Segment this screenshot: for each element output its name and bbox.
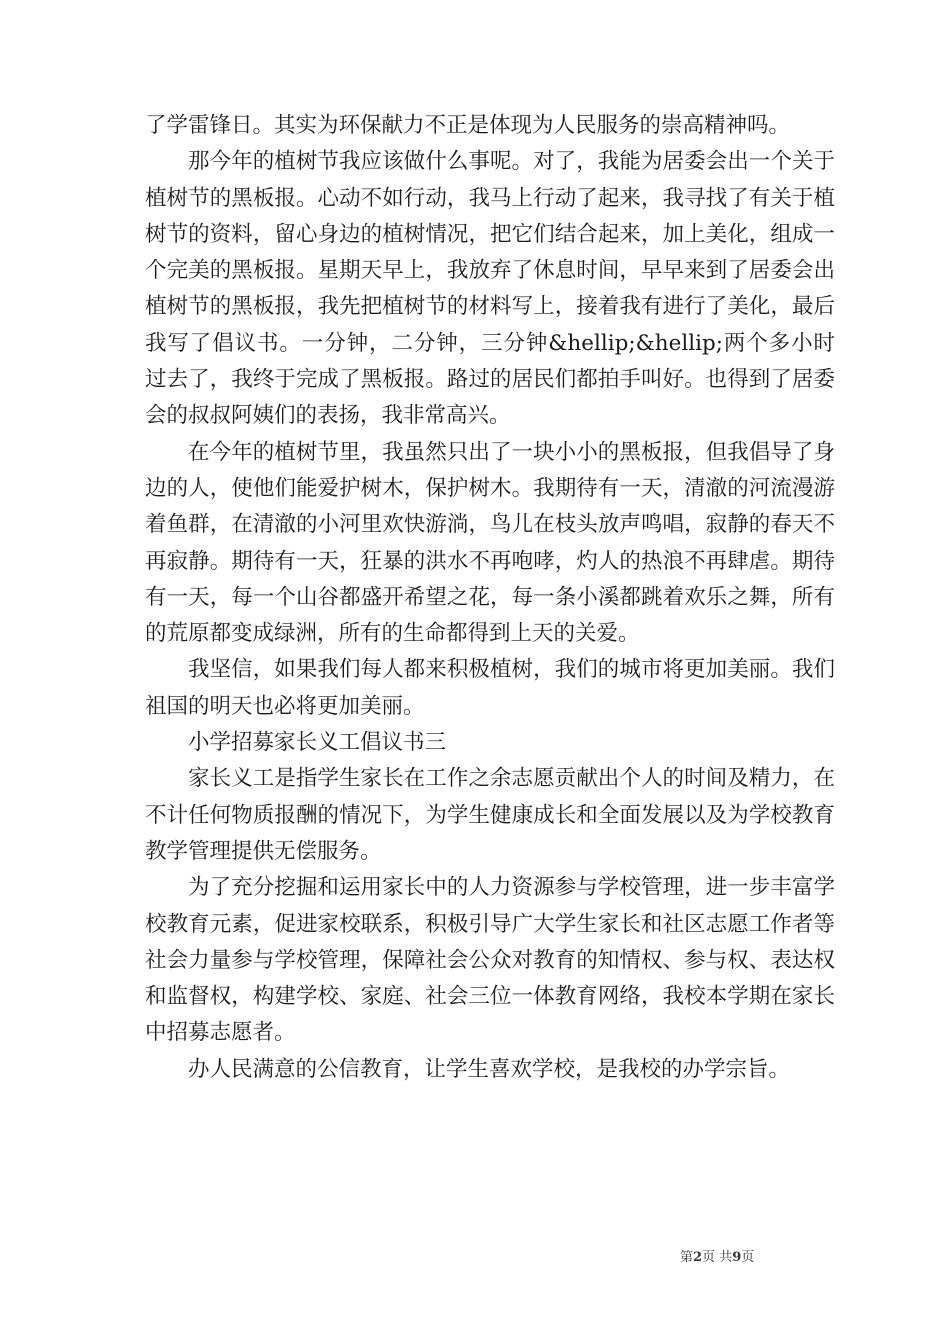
paragraph-8: 办人民满意的公信教育，让学生喜欢学校，是我校的办学宗旨。	[188, 1056, 791, 1082]
footer-prefix: 第	[680, 1250, 694, 1265]
paragraph-4: 我坚信，如果我们每人都来积极植树，我们的城市将更加美丽。我们祖国的明天也必将更加美丽。	[145, 657, 835, 719]
footer-suffix: 页	[741, 1250, 755, 1265]
paragraph-7: 为了充分挖掘和运用家长中的人力资源参与学校管理，进一步丰富学校教育元素，促进家校联系，积极引导广大学生家长和社区志愿工作者等社会力量参与学校管理，保障社会公众对教育的知情权、参与权、表达权和监督权，构建学校、家庭、社会三位一体教育网络，我校本学期在家长中招募志愿者。	[145, 875, 835, 1046]
paragraph-6: 家长义工是指学生家长在工作之余志愿贡献出个人的时间及精力，在不计任何物质报酬的情况下，为学生健康成长和全面发展以及为学校教育教学管理提供无偿服务。	[145, 766, 835, 864]
paragraph-3: 在今年的植树节里，我虽然只出了一块小小的黑板报，但我倡导了身边的人，使他们能爱护树木，保护树木。我期待有一天，清澈的河流漫游着鱼群，在清澈的小河里欢快游淌，鸟儿在枝头放声鸣唱，寂静的春天不再寂静。期待有一天，狂暴的洪水不再咆哮，灼人的热浪不再肆虐。期待有一天，每一个山谷都盛开希望之花，每一条小溪都跳着欢乐之舞，所有的荒原都变成绿洲，所有的生命都得到上天的关爱。	[145, 439, 835, 647]
paragraph-1: 了学雷锋日。其实为环保献力不正是体现为人民服务的崇高精神吗。	[145, 113, 791, 138]
paragraph-2: 那今年的植树节我应该做什么事呢。对了，我能为居委会出一个关于植树节的黑板报。心动不如行动，我马上行动了起来，我寻找了有关于植树节的资料，留心身边的植树情况，把它们结合起来，加上美化，组成一个完美的黑板报。星期天早上，我放弃了休息时间，早早来到了居委会出植树节的黑板报，我先把植树节的材料写上，接着我有进行了美化，最后我写了倡议书。一分钟，二分钟，三分钟&hellip;&hellip;两个多小时过去了，我终于完成了黑板报。路过的居民们都拍手叫好。也得到了居委会的叔叔阿姨们的表扬，我非常高兴。	[145, 149, 835, 429]
section-heading: 小学招募家长义工倡议书三	[188, 730, 447, 756]
total-page-number: 9	[732, 1250, 742, 1265]
page-footer	[680, 1246, 840, 1265]
footer-middle: 页 共	[702, 1250, 733, 1265]
document-body	[145, 108, 835, 1088]
current-page-number: 2	[693, 1250, 703, 1265]
